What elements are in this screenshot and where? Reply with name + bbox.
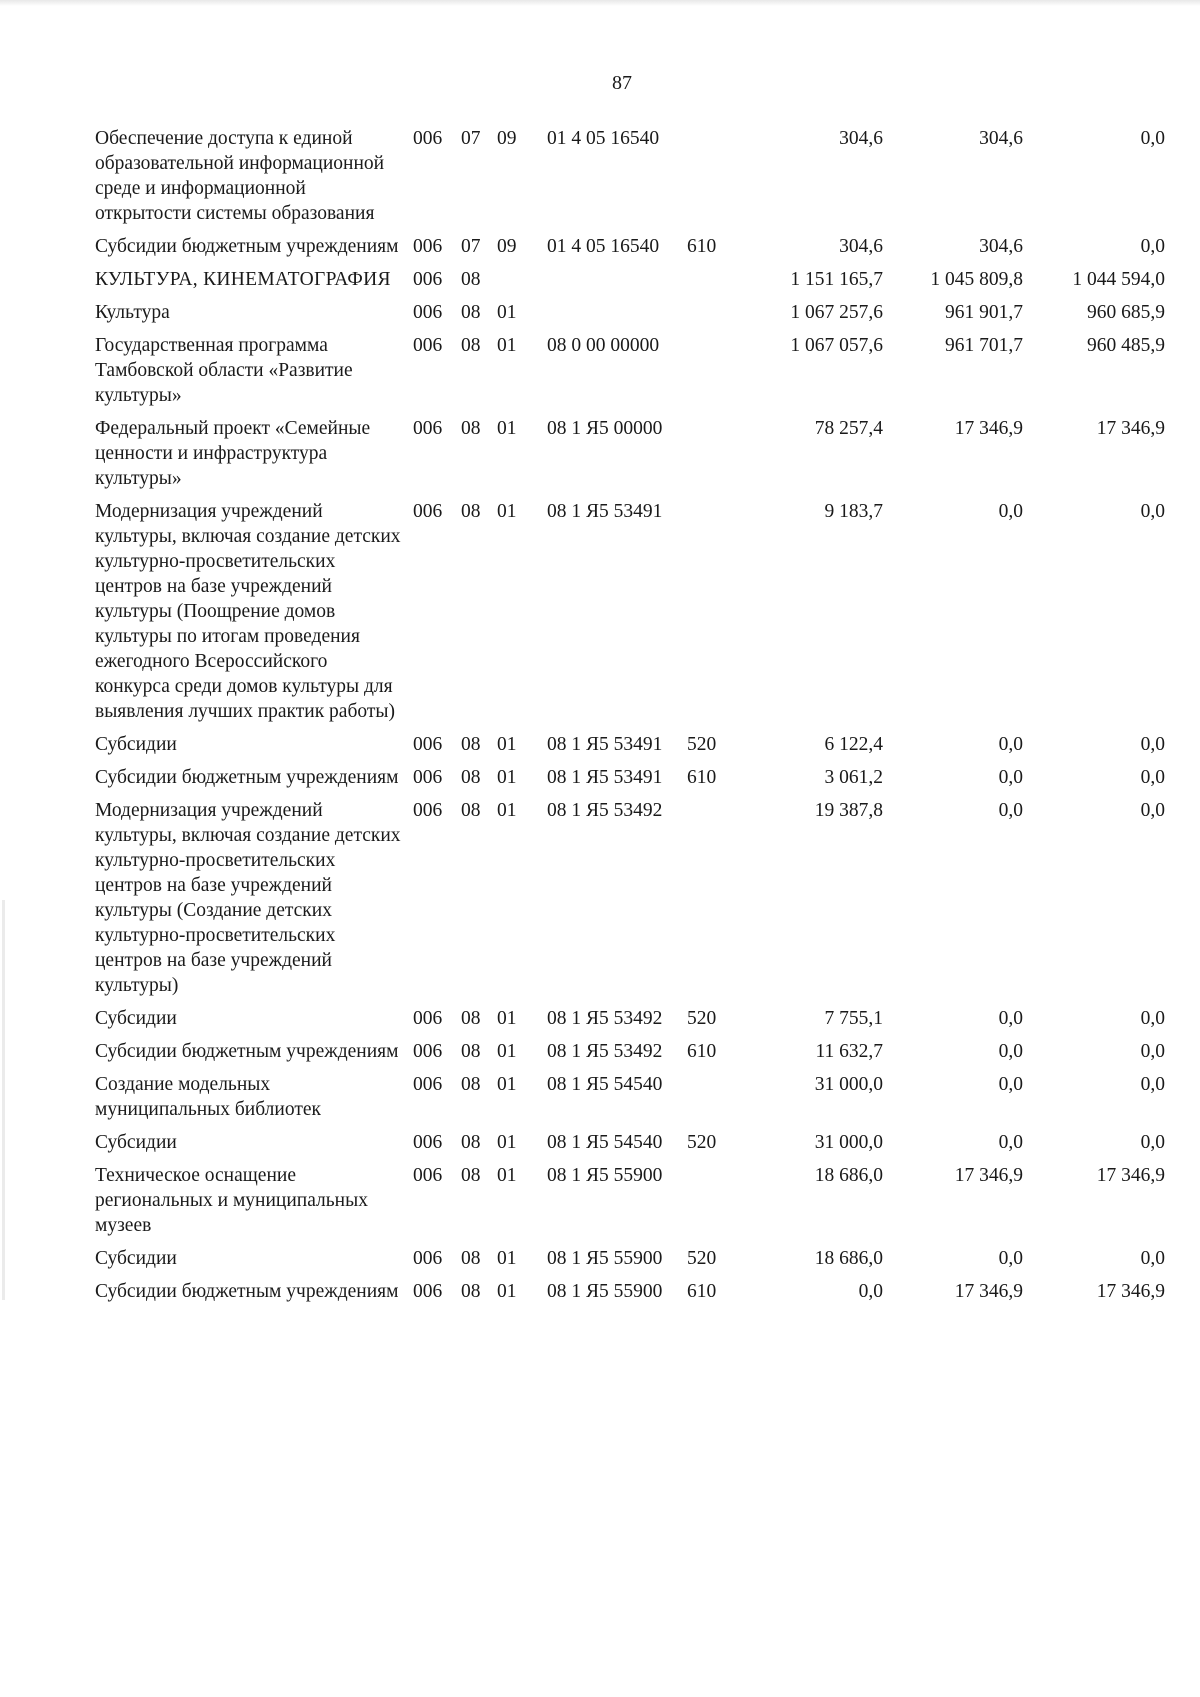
row-section-code: 08 bbox=[461, 734, 481, 755]
table-row bbox=[95, 1039, 1165, 1072]
row-target-article: 08 1 Я5 53491 bbox=[547, 501, 663, 522]
row-section-code: 08 bbox=[461, 302, 481, 323]
row-sum-2: 0,0 bbox=[998, 734, 1023, 755]
row-subsection-code: 01 bbox=[497, 1041, 517, 1062]
row-sum-3: 0,0 bbox=[1140, 734, 1165, 755]
row-subsection-code: 01 bbox=[497, 1165, 517, 1186]
row-expense-type: 610 bbox=[687, 1281, 717, 1302]
row-subsection-code: 01 bbox=[497, 1248, 517, 1269]
row-name: Культура bbox=[95, 302, 170, 323]
table-row bbox=[95, 1246, 1165, 1279]
row-expense-type bbox=[687, 416, 741, 499]
row-subsection-code: 09 bbox=[497, 236, 517, 257]
table-row bbox=[95, 1072, 1165, 1130]
row-target-article bbox=[547, 267, 687, 300]
row-sum-3: 17 346,9 bbox=[1096, 418, 1165, 439]
row-subsection-code: 01 bbox=[497, 418, 517, 439]
row-sum-3: 0,0 bbox=[1140, 128, 1165, 149]
row-sum-2: 961 701,7 bbox=[945, 335, 1023, 356]
row-sum-2: 0,0 bbox=[998, 1074, 1023, 1095]
row-expense-type bbox=[687, 1163, 741, 1246]
row-subsection-code: 01 bbox=[497, 302, 517, 323]
table-row bbox=[95, 234, 1165, 267]
row-sum-3: 0,0 bbox=[1140, 1041, 1165, 1062]
row-sum-1: 3 061,2 bbox=[824, 767, 883, 788]
row-expense-type bbox=[687, 1072, 741, 1130]
row-sum-3: 17 346,9 bbox=[1096, 1281, 1165, 1302]
row-name: КУЛЬТУРА, КИНЕМАТОГРАФИЯ bbox=[95, 269, 391, 290]
row-target-article: 08 1 Я5 53492 bbox=[547, 800, 663, 821]
row-name: Создание модельных муниципальных библиотек bbox=[95, 1074, 321, 1120]
row-admin-code: 006 bbox=[413, 1248, 443, 1269]
row-sum-3: 0,0 bbox=[1140, 767, 1165, 788]
row-sum-1: 1 151 165,7 bbox=[790, 269, 883, 290]
row-target-article: 08 0 00 00000 bbox=[547, 335, 660, 356]
row-admin-code: 006 bbox=[413, 1041, 443, 1062]
row-sum-1: 0,0 bbox=[858, 1281, 883, 1302]
row-target-article bbox=[547, 300, 687, 333]
row-section-code: 07 bbox=[461, 236, 481, 257]
row-section-code: 08 bbox=[461, 1248, 481, 1269]
row-target-article: 01 4 05 16540 bbox=[547, 236, 660, 257]
row-subsection-code: 01 bbox=[497, 1008, 517, 1029]
table-row bbox=[95, 732, 1165, 765]
row-admin-code: 006 bbox=[413, 128, 443, 149]
row-sum-1: 6 122,4 bbox=[824, 734, 883, 755]
row-sum-3: 1 044 594,0 bbox=[1072, 269, 1165, 290]
row-sum-2: 0,0 bbox=[998, 1041, 1023, 1062]
row-sum-2: 0,0 bbox=[998, 1248, 1023, 1269]
row-name: Техническое оснащение региональных и муниципальных музеев bbox=[95, 1165, 368, 1236]
row-section-code: 08 bbox=[461, 501, 481, 522]
row-section-code: 08 bbox=[461, 800, 481, 821]
row-expense-type bbox=[687, 126, 741, 234]
row-target-article: 08 1 Я5 54540 bbox=[547, 1132, 663, 1153]
table-row bbox=[95, 1130, 1165, 1163]
table-row bbox=[95, 333, 1165, 416]
row-section-code: 08 bbox=[461, 1132, 481, 1153]
row-sum-3: 17 346,9 bbox=[1096, 1165, 1165, 1186]
row-sum-2: 0,0 bbox=[998, 1132, 1023, 1153]
row-name: Модернизация учреждений культуры, включая создание детских культурно-просветительских центров на базе учреждений культуры (Создание детских культурно-просветительских центров на базе учреждений культуры) bbox=[95, 800, 401, 996]
row-subsection-code: 01 bbox=[497, 767, 517, 788]
row-sum-2: 17 346,9 bbox=[954, 418, 1023, 439]
table-row bbox=[95, 499, 1165, 732]
row-section-code: 08 bbox=[461, 767, 481, 788]
row-admin-code: 006 bbox=[413, 501, 443, 522]
row-sum-3: 960 685,9 bbox=[1087, 302, 1165, 323]
row-name: Субсидии бюджетным учреждениям bbox=[95, 767, 399, 788]
row-sum-1: 31 000,0 bbox=[814, 1074, 883, 1095]
row-sum-2: 0,0 bbox=[998, 800, 1023, 821]
row-sum-1: 19 387,8 bbox=[814, 800, 883, 821]
row-target-article: 08 1 Я5 54540 bbox=[547, 1074, 663, 1095]
row-sum-1: 11 632,7 bbox=[815, 1041, 883, 1062]
row-expense-type: 610 bbox=[687, 236, 717, 257]
table-row bbox=[95, 126, 1165, 234]
row-sum-1: 9 183,7 bbox=[824, 501, 883, 522]
row-name: Обеспечение доступа к единой образовательной информационной среде и информационной открытости системы образования bbox=[95, 128, 385, 224]
row-name: Субсидии бюджетным учреждениям bbox=[95, 236, 399, 257]
row-sum-1: 31 000,0 bbox=[814, 1132, 883, 1153]
row-expense-type: 610 bbox=[687, 767, 717, 788]
row-target-article: 08 1 Я5 53491 bbox=[547, 767, 663, 788]
row-subsection-code: 01 bbox=[497, 501, 517, 522]
scan-edge-shadow bbox=[0, 0, 1200, 6]
row-sum-2: 304,6 bbox=[979, 236, 1023, 257]
row-section-code: 08 bbox=[461, 1165, 481, 1186]
budget-table bbox=[95, 126, 1165, 1312]
row-name: Субсидии бюджетным учреждениям bbox=[95, 1281, 399, 1302]
row-subsection-code: 01 bbox=[497, 1132, 517, 1153]
row-name: Государственная программа Тамбовской области «Развитие культуры» bbox=[95, 335, 353, 406]
row-admin-code: 006 bbox=[413, 1132, 443, 1153]
row-sum-1: 304,6 bbox=[839, 236, 883, 257]
table-row bbox=[95, 416, 1165, 499]
row-sum-2: 17 346,9 bbox=[954, 1281, 1023, 1302]
row-name: Субсидии бюджетным учреждениям bbox=[95, 1041, 399, 1062]
row-sum-3: 0,0 bbox=[1140, 236, 1165, 257]
row-sum-2: 0,0 bbox=[998, 1008, 1023, 1029]
row-admin-code: 006 bbox=[413, 335, 443, 356]
table-row bbox=[95, 798, 1165, 1006]
row-expense-type: 520 bbox=[687, 1008, 717, 1029]
row-section-code: 08 bbox=[461, 269, 481, 290]
row-name: Федеральный проект «Семейные ценности и инфраструктура культуры» bbox=[95, 418, 371, 489]
row-target-article: 08 1 Я5 53492 bbox=[547, 1041, 663, 1062]
row-target-article: 08 1 Я5 55900 bbox=[547, 1165, 663, 1186]
row-sum-3: 0,0 bbox=[1140, 1008, 1165, 1029]
row-sum-2: 304,6 bbox=[979, 128, 1023, 149]
row-expense-type: 610 bbox=[687, 1041, 717, 1062]
row-sum-3: 0,0 bbox=[1140, 501, 1165, 522]
row-sum-2: 0,0 bbox=[998, 501, 1023, 522]
row-expense-type: 520 bbox=[687, 1248, 717, 1269]
row-sum-1: 7 755,1 bbox=[824, 1008, 883, 1029]
row-section-code: 07 bbox=[461, 128, 481, 149]
row-name: Субсидии bbox=[95, 734, 177, 755]
row-admin-code: 006 bbox=[413, 269, 443, 290]
row-sum-3: 960 485,9 bbox=[1087, 335, 1165, 356]
row-subsection-code: 01 bbox=[497, 800, 517, 821]
row-section-code: 08 bbox=[461, 1281, 481, 1302]
row-admin-code: 006 bbox=[413, 1281, 443, 1302]
row-admin-code: 006 bbox=[413, 418, 443, 439]
row-admin-code: 006 bbox=[413, 236, 443, 257]
row-sum-1: 1 067 057,6 bbox=[790, 335, 883, 356]
row-sum-3: 0,0 bbox=[1140, 1248, 1165, 1269]
table-row bbox=[95, 1006, 1165, 1039]
row-expense-type: 520 bbox=[687, 734, 717, 755]
row-target-article: 08 1 Я5 53492 bbox=[547, 1008, 663, 1029]
row-expense-type: 520 bbox=[687, 1132, 717, 1153]
row-sum-2: 0,0 bbox=[998, 767, 1023, 788]
table-row bbox=[95, 1279, 1165, 1312]
row-sum-3: 0,0 bbox=[1140, 1074, 1165, 1095]
row-target-article: 01 4 05 16540 bbox=[547, 128, 660, 149]
row-name: Субсидии bbox=[95, 1132, 177, 1153]
row-sum-1: 18 686,0 bbox=[814, 1165, 883, 1186]
row-admin-code: 006 bbox=[413, 1008, 443, 1029]
page-number: 87 bbox=[612, 72, 632, 94]
scan-left-shadow bbox=[2, 900, 5, 1300]
row-target-article: 08 1 Я5 55900 bbox=[547, 1248, 663, 1269]
row-name: Модернизация учреждений культуры, включая создание детских культурно-просветительских центров на базе учреждений культуры (Поощрение домов культуры по итогам проведения ежегодного Всероссийского конкурса среди домов культуры для выявления лучших практик работы) bbox=[95, 501, 401, 722]
row-subsection-code: 01 bbox=[497, 335, 517, 356]
row-sum-2: 1 045 809,8 bbox=[930, 269, 1023, 290]
row-expense-type bbox=[687, 798, 741, 1006]
row-sum-1: 304,6 bbox=[839, 128, 883, 149]
row-name: Субсидии bbox=[95, 1248, 177, 1269]
row-sum-1: 18 686,0 bbox=[814, 1248, 883, 1269]
row-sum-2: 961 901,7 bbox=[945, 302, 1023, 323]
row-sum-2: 17 346,9 bbox=[954, 1165, 1023, 1186]
row-expense-type bbox=[687, 300, 741, 333]
row-admin-code: 006 bbox=[413, 800, 443, 821]
row-sum-3: 0,0 bbox=[1140, 800, 1165, 821]
row-subsection-code: 01 bbox=[497, 734, 517, 755]
row-admin-code: 006 bbox=[413, 1165, 443, 1186]
budget-table-body bbox=[95, 126, 1165, 1312]
row-admin-code: 006 bbox=[413, 302, 443, 323]
row-target-article: 08 1 Я5 55900 bbox=[547, 1281, 663, 1302]
row-sum-1: 78 257,4 bbox=[814, 418, 883, 439]
row-section-code: 08 bbox=[461, 418, 481, 439]
row-admin-code: 006 bbox=[413, 1074, 443, 1095]
row-expense-type bbox=[687, 267, 741, 300]
row-subsection-code bbox=[497, 267, 547, 300]
row-subsection-code: 01 bbox=[497, 1281, 517, 1302]
table-row bbox=[95, 1163, 1165, 1246]
row-section-code: 08 bbox=[461, 1074, 481, 1095]
row-admin-code: 006 bbox=[413, 734, 443, 755]
row-sum-3: 0,0 bbox=[1140, 1132, 1165, 1153]
row-subsection-code: 01 bbox=[497, 1074, 517, 1095]
row-admin-code: 006 bbox=[413, 767, 443, 788]
row-section-code: 08 bbox=[461, 335, 481, 356]
row-sum-1: 1 067 257,6 bbox=[790, 302, 883, 323]
table-row bbox=[95, 765, 1165, 798]
row-section-code: 08 bbox=[461, 1041, 481, 1062]
row-target-article: 08 1 Я5 53491 bbox=[547, 734, 663, 755]
row-target-article: 08 1 Я5 00000 bbox=[547, 418, 663, 439]
row-section-code: 08 bbox=[461, 1008, 481, 1029]
table-row bbox=[95, 300, 1165, 333]
row-name: Субсидии bbox=[95, 1008, 177, 1029]
row-expense-type bbox=[687, 499, 741, 732]
row-expense-type bbox=[687, 333, 741, 416]
row-subsection-code: 09 bbox=[497, 128, 517, 149]
table-row bbox=[95, 267, 1165, 300]
